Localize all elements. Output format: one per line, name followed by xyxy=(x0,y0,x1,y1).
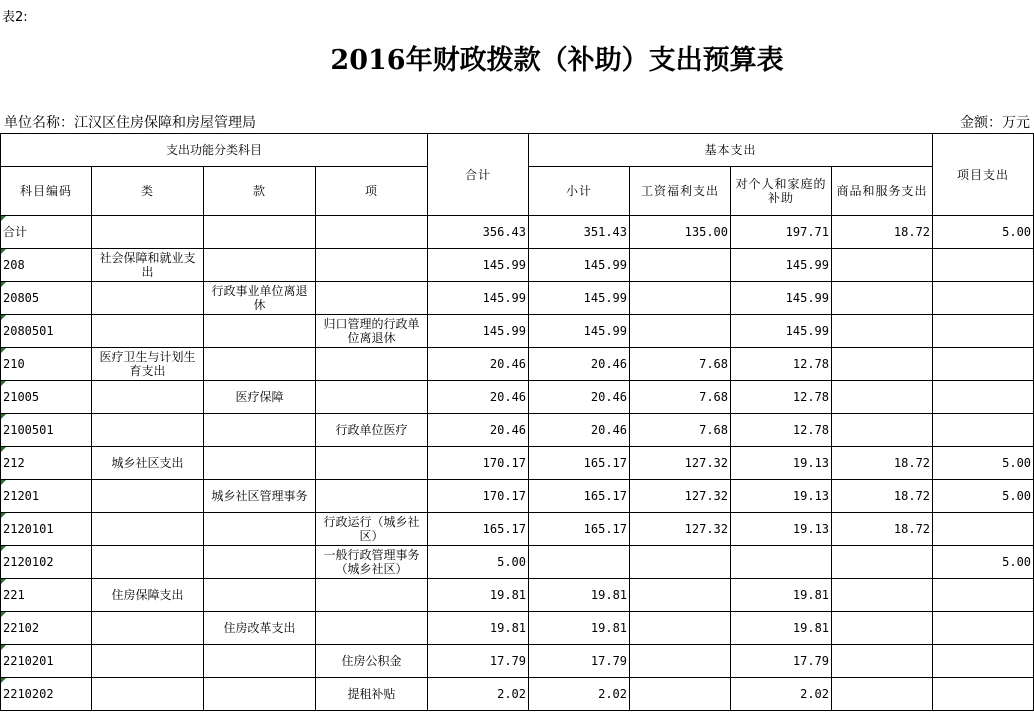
cell-subsidy: 12.78 xyxy=(731,414,832,447)
cell-code: 2120102 xyxy=(1,546,92,579)
cell-total: 5.00 xyxy=(428,546,529,579)
table-row xyxy=(1,546,1034,579)
cell-kuan xyxy=(204,546,316,579)
cell-total: 19.81 xyxy=(428,612,529,645)
cell-wages: 7.68 xyxy=(630,381,731,414)
header-subtotal: 小计 xyxy=(529,167,630,216)
cell-lei xyxy=(92,513,204,546)
cell-xiang: 归口管理的行政单位离退休 xyxy=(316,315,428,348)
cell-project xyxy=(933,612,1034,645)
cell-xiang: 一般行政管理事务（城乡社区） xyxy=(316,546,428,579)
cell-wages: 127.32 xyxy=(630,513,731,546)
cell-subsidy: 145.99 xyxy=(731,315,832,348)
cell-subtotal: 165.17 xyxy=(529,447,630,480)
cell-kuan xyxy=(204,513,316,546)
cell-code: 2210201 xyxy=(1,645,92,678)
cell-code: 21005 xyxy=(1,381,92,414)
cell-lei xyxy=(92,216,204,249)
cell-project xyxy=(933,381,1034,414)
table-body xyxy=(1,216,1034,711)
cell-goods xyxy=(832,381,933,414)
cell-goods xyxy=(832,612,933,645)
cell-project: 5.00 xyxy=(933,216,1034,249)
cell-goods xyxy=(832,315,933,348)
cell-code: 2080501 xyxy=(1,315,92,348)
cell-kuan: 城乡社区管理事务 xyxy=(204,480,316,513)
table-row xyxy=(1,612,1034,645)
unit-name: 单位名称：江汉区住房保障和房屋管理局 xyxy=(4,115,256,131)
cell-project xyxy=(933,249,1034,282)
cell-subtotal: 20.46 xyxy=(529,381,630,414)
cell-goods xyxy=(832,414,933,447)
cell-total: 145.99 xyxy=(428,315,529,348)
cell-code: 2210202 xyxy=(1,678,92,711)
cell-lei: 城乡社区支出 xyxy=(92,447,204,480)
cell-total: 165.17 xyxy=(428,513,529,546)
cell-project xyxy=(933,513,1034,546)
header-project: 项目支出 xyxy=(933,134,1034,216)
cell-subtotal xyxy=(529,546,630,579)
cell-subtotal: 20.46 xyxy=(529,348,630,381)
cell-subtotal: 145.99 xyxy=(529,282,630,315)
header-code: 科目编码 xyxy=(1,167,92,216)
cell-kuan xyxy=(204,216,316,249)
cell-wages: 127.32 xyxy=(630,447,731,480)
table-row xyxy=(1,249,1034,282)
cell-goods xyxy=(832,546,933,579)
cell-wages xyxy=(630,546,731,579)
cell-subtotal: 20.46 xyxy=(529,414,630,447)
header-kuan: 款 xyxy=(204,167,316,216)
cell-xiang xyxy=(316,282,428,315)
header-subsidy: 对个人和家庭的补助 xyxy=(731,167,832,216)
table-row xyxy=(1,480,1034,513)
cell-kuan xyxy=(204,678,316,711)
cell-goods: 18.72 xyxy=(832,480,933,513)
cell-subtotal: 145.99 xyxy=(529,315,630,348)
cell-kuan xyxy=(204,315,316,348)
cell-code: 210 xyxy=(1,348,92,381)
cell-lei: 社会保障和就业支出 xyxy=(92,249,204,282)
cell-lei xyxy=(92,282,204,315)
cell-goods xyxy=(832,645,933,678)
table-row xyxy=(1,414,1034,447)
cell-goods: 18.72 xyxy=(832,513,933,546)
table-row xyxy=(1,645,1034,678)
cell-total: 170.17 xyxy=(428,480,529,513)
cell-xiang xyxy=(316,579,428,612)
cell-code: 221 xyxy=(1,579,92,612)
cell-project xyxy=(933,678,1034,711)
cell-goods xyxy=(832,579,933,612)
cell-xiang xyxy=(316,381,428,414)
cell-total: 170.17 xyxy=(428,447,529,480)
cell-project xyxy=(933,315,1034,348)
header-basic-group: 基本支出 xyxy=(529,134,933,167)
header-xiang: 项 xyxy=(316,167,428,216)
table-row xyxy=(1,381,1034,414)
cell-subsidy: 19.81 xyxy=(731,612,832,645)
cell-total: 145.99 xyxy=(428,249,529,282)
cell-kuan xyxy=(204,447,316,480)
cell-xiang xyxy=(316,249,428,282)
cell-project xyxy=(933,348,1034,381)
cell-subsidy xyxy=(731,546,832,579)
table-row xyxy=(1,513,1034,546)
cell-xiang: 行政单位医疗 xyxy=(316,414,428,447)
cell-code: 20805 xyxy=(1,282,92,315)
cell-project xyxy=(933,645,1034,678)
cell-goods xyxy=(832,249,933,282)
cell-project xyxy=(933,282,1034,315)
cell-wages xyxy=(630,678,731,711)
cell-total: 17.79 xyxy=(428,645,529,678)
cell-wages xyxy=(630,612,731,645)
cell-wages: 127.32 xyxy=(630,480,731,513)
cell-xiang xyxy=(316,216,428,249)
cell-subtotal: 165.17 xyxy=(529,513,630,546)
cell-total: 2.02 xyxy=(428,678,529,711)
cell-subtotal: 165.17 xyxy=(529,480,630,513)
cell-kuan: 行政事业单位离退休 xyxy=(204,282,316,315)
cell-wages: 135.00 xyxy=(630,216,731,249)
cell-kuan xyxy=(204,414,316,447)
cell-goods xyxy=(832,348,933,381)
cell-subsidy: 2.02 xyxy=(731,678,832,711)
cell-lei xyxy=(92,315,204,348)
cell-lei xyxy=(92,480,204,513)
cell-subsidy: 19.13 xyxy=(731,480,832,513)
header-lei: 类 xyxy=(92,167,204,216)
cell-goods xyxy=(832,282,933,315)
cell-subsidy: 19.13 xyxy=(731,513,832,546)
cell-xiang xyxy=(316,447,428,480)
cell-code: 合计 xyxy=(1,216,92,249)
cell-code: 212 xyxy=(1,447,92,480)
cell-subtotal: 19.81 xyxy=(529,579,630,612)
cell-total: 356.43 xyxy=(428,216,529,249)
cell-subsidy: 19.81 xyxy=(731,579,832,612)
cell-code: 21201 xyxy=(1,480,92,513)
cell-lei xyxy=(92,678,204,711)
cell-xiang: 提租补贴 xyxy=(316,678,428,711)
header-wages: 工资福利支出 xyxy=(630,167,731,216)
cell-wages xyxy=(630,645,731,678)
cell-subsidy: 197.71 xyxy=(731,216,832,249)
cell-kuan xyxy=(204,348,316,381)
cell-project: 5.00 xyxy=(933,546,1034,579)
cell-xiang xyxy=(316,480,428,513)
amount-unit: 金额：万元 xyxy=(960,115,1030,131)
header-function-group: 支出功能分类科目 xyxy=(1,134,428,167)
cell-lei: 住房保障支出 xyxy=(92,579,204,612)
table-row xyxy=(1,348,1034,381)
cell-goods: 18.72 xyxy=(832,447,933,480)
table-number: 表2: xyxy=(2,10,28,25)
cell-project: 5.00 xyxy=(933,447,1034,480)
page-title: 2016年财政拨款（补助）支出预算表 xyxy=(330,45,784,76)
cell-xiang xyxy=(316,348,428,381)
cell-total: 20.46 xyxy=(428,348,529,381)
cell-goods xyxy=(832,678,933,711)
table-row xyxy=(1,315,1034,348)
cell-wages xyxy=(630,579,731,612)
cell-xiang: 行政运行（城乡社区） xyxy=(316,513,428,546)
cell-subsidy: 12.78 xyxy=(731,381,832,414)
cell-wages xyxy=(630,282,731,315)
cell-kuan xyxy=(204,645,316,678)
cell-project xyxy=(933,414,1034,447)
cell-total: 20.46 xyxy=(428,381,529,414)
cell-total: 20.46 xyxy=(428,414,529,447)
cell-project xyxy=(933,579,1034,612)
cell-total: 19.81 xyxy=(428,579,529,612)
cell-code: 208 xyxy=(1,249,92,282)
cell-subtotal: 17.79 xyxy=(529,645,630,678)
cell-kuan xyxy=(204,249,316,282)
cell-code: 2100501 xyxy=(1,414,92,447)
table-row xyxy=(1,282,1034,315)
cell-code: 2120101 xyxy=(1,513,92,546)
cell-kuan: 医疗保障 xyxy=(204,381,316,414)
cell-total: 145.99 xyxy=(428,282,529,315)
cell-subsidy: 145.99 xyxy=(731,249,832,282)
cell-subtotal: 2.02 xyxy=(529,678,630,711)
cell-lei xyxy=(92,414,204,447)
cell-xiang: 住房公积金 xyxy=(316,645,428,678)
budget-table xyxy=(0,133,1034,711)
cell-subsidy: 145.99 xyxy=(731,282,832,315)
cell-lei xyxy=(92,546,204,579)
cell-subsidy: 12.78 xyxy=(731,348,832,381)
table-row xyxy=(1,447,1034,480)
cell-project: 5.00 xyxy=(933,480,1034,513)
cell-subtotal: 19.81 xyxy=(529,612,630,645)
cell-code: 22102 xyxy=(1,612,92,645)
cell-wages: 7.68 xyxy=(630,414,731,447)
cell-xiang xyxy=(316,612,428,645)
cell-subsidy: 19.13 xyxy=(731,447,832,480)
cell-wages: 7.68 xyxy=(630,348,731,381)
cell-goods: 18.72 xyxy=(832,216,933,249)
cell-lei xyxy=(92,612,204,645)
table-row xyxy=(1,579,1034,612)
header-goods: 商品和服务支出 xyxy=(832,167,933,216)
header-total: 合计 xyxy=(428,134,529,216)
cell-wages xyxy=(630,315,731,348)
cell-kuan: 住房改革支出 xyxy=(204,612,316,645)
table-row xyxy=(1,216,1034,249)
cell-lei xyxy=(92,381,204,414)
cell-subtotal: 351.43 xyxy=(529,216,630,249)
cell-subsidy: 17.79 xyxy=(731,645,832,678)
cell-kuan xyxy=(204,579,316,612)
cell-lei: 医疗卫生与计划生育支出 xyxy=(92,348,204,381)
table-row xyxy=(1,678,1034,711)
cell-subtotal: 145.99 xyxy=(529,249,630,282)
cell-lei xyxy=(92,645,204,678)
cell-wages xyxy=(630,249,731,282)
